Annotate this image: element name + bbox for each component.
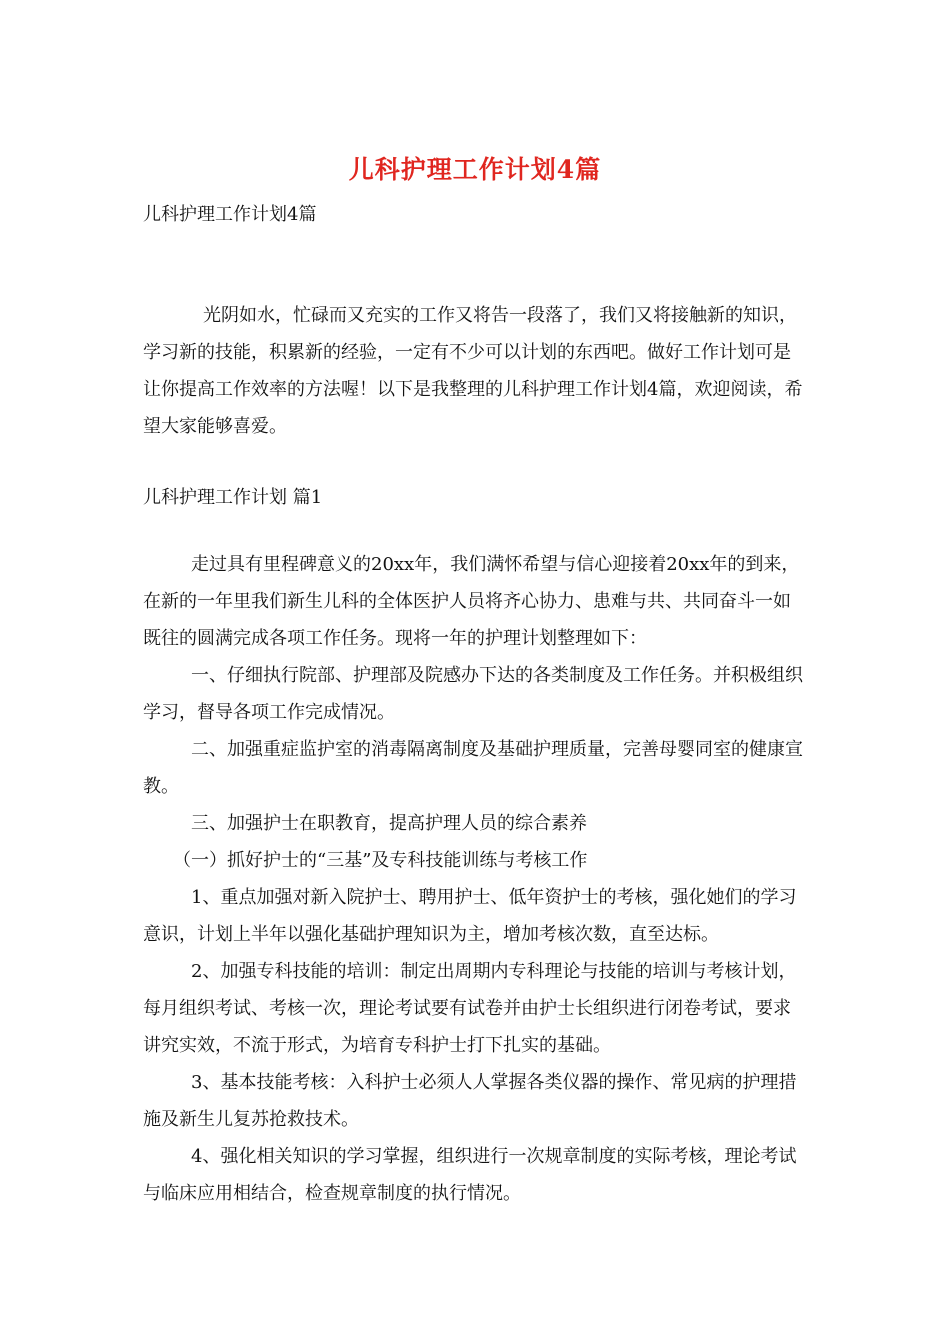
- section-body: [143, 546, 808, 1212]
- document-title: 儿科护理工作计划4篇: [348, 155, 602, 184]
- body-paragraph: （一）抓好护士的“三基”及专科技能训练与考核工作: [173, 850, 588, 871]
- body-paragraph: 2、加强专科技能的培训：制定出周期内专科理论与技能的培训与考核计划，每月组织考试、考核一次，理论考试要有试卷并由护士长组织进行闭卷考试，要求讲究实效，不流于形式，为培育专科护士打下扎实的基础。: [143, 961, 797, 1056]
- body-paragraph: 4、强化相关知识的学习掌握，组织进行一次规章制度的实际考核，理论考试与临床应用相结合，检查规章制度的执行情况。: [143, 1146, 797, 1204]
- document-subtitle: 儿科护理工作计划4篇: [143, 204, 317, 225]
- body-paragraph: 3、基本技能考核：入科护士必须人人掌握各类仪器的操作、常见病的护理措施及新生儿复苏抢救技术。: [143, 1072, 797, 1130]
- body-paragraph: 1、重点加强对新入院护士、聘用护士、低年资护士的考核，强化她们的学习意识，计划上半年以强化基础护理知识为主，增加考核次数，直至达标。: [143, 887, 797, 945]
- body-paragraph: 三、加强护士在职教育，提高护理人员的综合素养: [191, 813, 587, 834]
- body-paragraph: 一、仔细执行院部、护理部及院感办下达的各类制度及工作任务。并积极组织学习，督导各项工作完成情况。: [143, 665, 803, 723]
- body-paragraph: 走过具有里程碑意义的20xx年，我们满怀希望与信心迎接着20xx年的到来，在新的一年里我们新生儿科的全体医护人员将齐心协力、患难与共、共同奋斗一如既往的圆满完成各项工作任务。现将一年的护理计划整理如下：: [143, 554, 800, 649]
- intro-paragraph: 光阴如水，忙碌而又充实的工作又将告一段落了，我们又将接触新的知识，学习新的技能，积累新的经验，一定有不少可以计划的东西吧。做好工作计划可是让你提高工作效率的方法喔！以下是我整理的儿科护理工作计划4篇，欢迎阅读，希望大家能够喜爱。: [143, 305, 803, 437]
- section-heading: 儿科护理工作计划 篇1: [143, 487, 323, 508]
- body-paragraph: 二、加强重症监护室的消毒隔离制度及基础护理质量，完善母婴同室的健康宣教。: [143, 739, 803, 797]
